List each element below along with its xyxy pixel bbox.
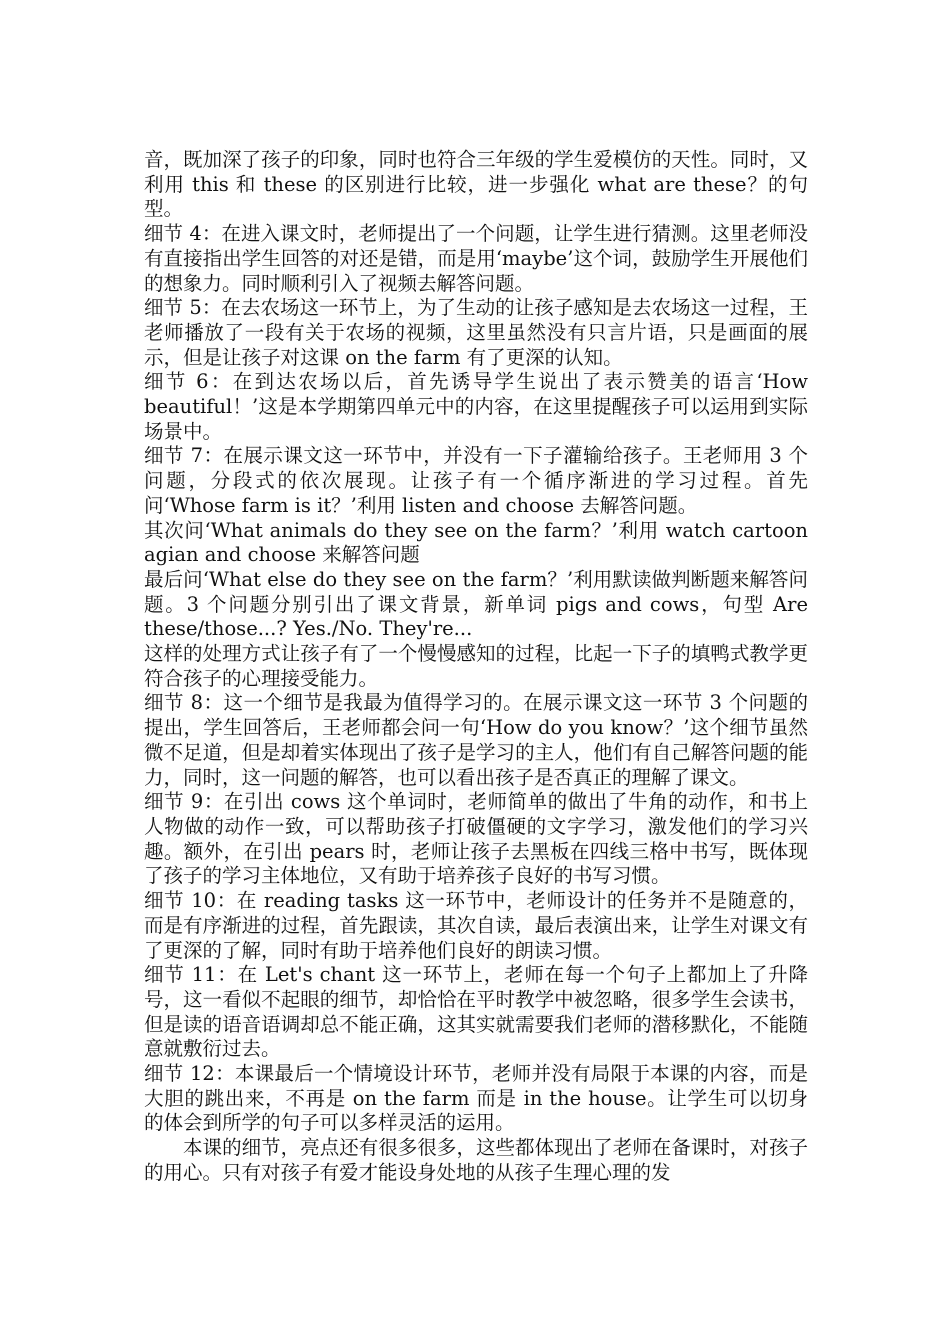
paragraph-conclusion: 本课的细节，亮点还有很多很多，这些都体现出了老师在备课时，对孩子的用心。只有对孩子有爱才能设身处地的从孩子生理心理的发 xyxy=(144,1136,808,1184)
paragraph-detail-4: 细节 4：在进入课文时，老师提出了一个问题，让学生进行猜测。这里老师没有直接指出学生回答的对还是错，而是用‘maybe’这个词，鼓励学生开展他们的想象力。同时顺利引入了视频去解答问题。 xyxy=(144,222,808,295)
paragraph-detail-7-second-question: 其次问‘What animals do they see on the farm？’利用 watch cartoon agian and choose 来解答问题 xyxy=(144,518,808,567)
paragraph-detail-6: 细节 6：在到达农场以后，首先诱导学生说出了表示赞美的语言‘How beautiful！’这是本学期第四单元中的内容，在这里提醒孩子可以运用到实际场景中。 xyxy=(144,370,808,443)
document-body xyxy=(144,148,808,1186)
paragraph-detail-7: 细节 7：在展示课文这一环节中，并没有一下子灌输给孩子。王老师用 3 个问题，分段式的依次展现。让孩子有一个循序渐进的学习过程。首先问‘Whose farm is it？’利用 listen and choose 去解答问题。 xyxy=(144,444,808,517)
paragraph-detail-11: 细节 11：在 Let's chant 这一环节上，老师在每一个句子上都加上了升降号，这一看似不起眼的细节，却恰恰在平时教学中被忽略，很多学生会读书，但是读的语音语调却总不能正确，这其实就需要我们老师的潜移默化，不能随意就敷衍过去。 xyxy=(144,963,808,1061)
paragraph-detail-7-third-question: 最后问‘What else do they see on the farm？’利用默读做判断题来解答问题。3 个问题分别引出了课文背景，新单词 pigs and cows，句型 Are these/those...? Yes./No. They're... xyxy=(144,567,808,641)
paragraph-detail-10: 细节 10：在 reading tasks 这一环节中，老师设计的任务并不是随意的，而是有序渐进的过程，首先跟读，其次自读，最后表演出来，让学生对课文有了更深的了解，同时有助于培养他们良好的朗读习惯。 xyxy=(144,889,808,962)
paragraph-detail-5: 细节 5：在去农场这一环节上，为了生动的让孩子感知是去农场这一过程，王老师播放了一段有关于农场的视频，这里虽然没有只言片语，只是画面的展示，但是让孩子对这课 on the farm 有了更深的认知。 xyxy=(144,296,808,369)
paragraph-detail-12: 细节 12：本课最后一个情境设计环节，老师并没有局限于本课的内容，而是大胆的跳出来，不再是 on the farm 而是 in the house。让学生可以切身的体会到所学的句子可以多样灵活的运用。 xyxy=(144,1062,808,1135)
paragraph-intro-continued: 音，既加深了孩子的印象，同时也符合三年级的学生爱模仿的天性。同时，又利用 this 和 these 的区别进行比较，进一步强化 what are these？的句型。 xyxy=(144,148,808,221)
paragraph-detail-7-summary: 这样的处理方式让孩子有了一个慢慢感知的过程，比起一下子的填鸭式教学更符合孩子的心理接受能力。 xyxy=(144,642,808,690)
paragraph-detail-9: 细节 9：在引出 cows 这个单词时，老师简单的做出了牛角的动作，和书上人物做的动作一致，可以帮助孩子打破僵硬的文字学习，激发他们的学习兴趣。额外，在引出 pears 时，老师让孩子去黑板在四线三格中书写，既体现了孩子的学习主体地位，又有助于培养孩子良好的书写习惯。 xyxy=(144,790,808,888)
paragraph-detail-8: 细节 8：这一个细节是我最为值得学习的。在展示课文这一环节 3 个问题的提出，学生回答后，王老师都会问一句‘How do you know？’这个细节虽然微不足道，但是却着实体现出了孩子是学习的主人，他们有自己解答问题的能力，同时，这一问题的解答，也可以看出孩子是否真正的理解了课文。 xyxy=(144,691,808,789)
